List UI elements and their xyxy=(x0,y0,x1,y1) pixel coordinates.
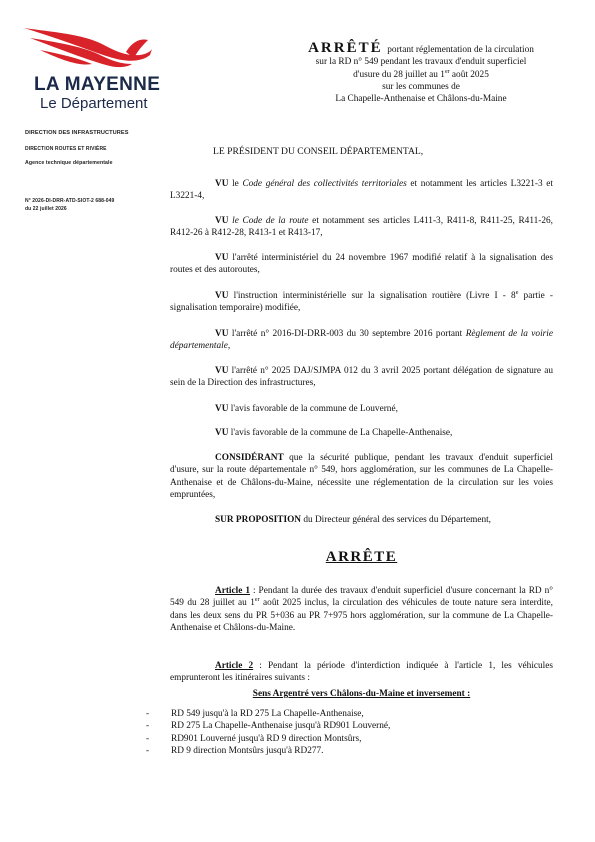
arrete-heading: ARRÊTE xyxy=(325,549,398,565)
department-logo xyxy=(22,22,161,117)
agency-label: Agence technique départementale xyxy=(25,160,113,166)
itinerary-subheading: Sens Argentré vers Châlons-du-Maine et inversement : xyxy=(252,689,471,699)
article-2: Article 2 : Pendant la période d'interdiction indiquée à l'article 1, les véhicules emprunteront les itinéraires suivants : xyxy=(170,661,554,684)
title-line-1: portant réglementation de la circulation xyxy=(387,45,534,55)
vu-paragraph-2: VU le Code de la route et notamment ses articles L411-3, R411-8, R411-25, R411-26, R412-26 à R412-28, R413-1 et R413-17, xyxy=(170,216,553,239)
direction-label: DIRECTION DES INFRASTRUCTURES xyxy=(25,130,129,136)
logo-subtitle: Le Département xyxy=(40,95,148,112)
reference-date: du 22 juillet 2026 xyxy=(25,206,67,212)
article-1: Article 1 : Pendant la durée des travaux d'enduit superficiel d'usure concernant la RD n° 549 du 28 juillet au 1er août 2025 inclus, la circulation des véhicules de toute nature sera interdite, dans les deux sens du PR 5+036 au PR 7+975 hors agglomération, sur la commune de La Chapelle-Anthenaise et Châlons-du-Maine. xyxy=(170,586,554,633)
vu-paragraph-3: VU l'arrêté interministériel du 24 novembre 1967 modifié relatif à la signalisation des routes et des autoroutes, xyxy=(170,253,553,276)
logo-name: LA MAYENNE xyxy=(34,74,161,95)
vu-paragraph-6: VU l'arrêté n° 2025 DAJ/SJMPA 012 du 3 avril 2025 portant délégation de signature au sein de la Direction des infrastructures, xyxy=(170,366,553,389)
reference-number: N° 2026-DI-DRR-ATD-SIOT-2 688-049 xyxy=(25,198,115,204)
title-line-3: d'usure du 28 juillet au 1er août 2025 xyxy=(353,68,489,80)
vu-paragraph-4: VU l'instruction interministérielle sur la signalisation routière (Livre I - 8e partie - signalisation temporaire) modifiée, xyxy=(170,289,553,314)
title-block xyxy=(262,42,580,105)
horse-head-logo-icon xyxy=(22,22,157,77)
list-item: - RD 9 direction Montsûrs jusqu'à RD277. xyxy=(146,745,390,757)
list-item: - RD901 Louverné jusqu'à RD 9 direction Montsûrs, xyxy=(146,733,390,745)
document-title: ARRÊTÉ xyxy=(308,40,383,56)
president-heading: LE PRÉSIDENT DU CONSEIL DÉPARTEMENTAL, xyxy=(213,146,424,157)
vu-paragraph-1: VU le Code général des collectivités territoriales et notamment les articles L3221-3 et L3221-4, xyxy=(170,179,554,202)
title-line-2: sur la RD n° 549 pendant les travaux d'enduit superficiel xyxy=(315,57,527,68)
sub-direction-label: DIRECTION ROUTES ET RIVIÈRE xyxy=(25,146,107,152)
title-line-5: La Chapelle-Anthenaise et Châlons-du-Maine xyxy=(335,94,507,105)
list-item: - RD 549 jusqu'à la RD 275 La Chapelle-Anthenaise, xyxy=(146,708,390,720)
considerant-paragraph: CONSIDÉRANT que la sécurité publique, pendant les travaux d'enduit superficiel d'usure, sur la route départementale n° 549, hors agglomération, sur les communes de La Chapelle-Anthenaise et de Châlons-du-Maine, nécessite une réglementation de la circulation sur les voies empruntées, xyxy=(170,453,553,500)
detour-route-list xyxy=(146,708,390,757)
vu-paragraph-5: VU l'arrêté n° 2016-DI-DRR-003 du 30 septembre 2016 portant Règlement de la voirie départementale, xyxy=(170,329,553,352)
list-item: - RD 275 La Chapelle-Anthenaise jusqu'à RD901 Louverné, xyxy=(146,720,390,732)
title-line-4: sur les communes de xyxy=(382,81,460,92)
proposition-paragraph: SUR PROPOSITION du Directeur général des services du Département, xyxy=(215,515,492,525)
vu-paragraph-8: VU l'avis favorable de la commune de La Chapelle-Anthenaise, xyxy=(215,428,453,438)
vu-paragraph-7: VU l'avis favorable de la commune de Louverné, xyxy=(215,404,398,414)
